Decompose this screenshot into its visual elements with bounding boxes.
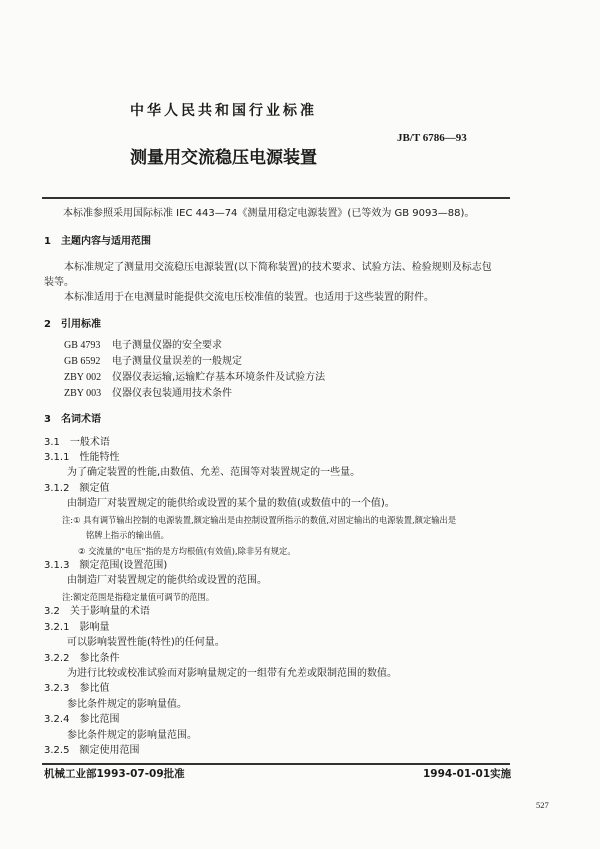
- clause-text: 可以影响装置性能(特性)的任何量。: [67, 637, 225, 648]
- clause-text: 参比条件规定的影响量范围。: [67, 730, 197, 741]
- reference-item: [64, 372, 325, 384]
- paragraph: 本标准适用于在电测量时能提供交流电压校准值的装置。也适用于这些装置的附件。: [64, 292, 434, 303]
- clause-text: 为了确定装置的性能,由数值、允差、范围等对装置规定的一些量。: [67, 467, 361, 478]
- note: 铭牌上指示的输出值。: [86, 530, 169, 540]
- page-number: 527: [536, 800, 549, 810]
- clause-heading: 3.2 关于影响量的术语: [44, 606, 150, 617]
- reference-code: ZBY 003: [64, 388, 102, 399]
- paragraph: 装等。: [44, 277, 74, 288]
- reference-item: [64, 356, 242, 368]
- reference-code: GB 4793: [64, 340, 101, 351]
- reference-title: 电子测量仪量误差的一般规定: [112, 356, 242, 367]
- note: 注:① 具有调节输出控制的电源装置,额定输出是由控制设置所指示的数值,对固定输出的电源装置,额定输出是: [62, 515, 457, 525]
- clause-text: 参比条件规定的影响量值。: [67, 699, 187, 710]
- reference-item: [64, 388, 232, 400]
- clause-text: 由制造厂对装置规定的能供给或设置的范围。: [67, 575, 267, 586]
- clause-heading: 3.2.4 参比范围: [44, 714, 120, 725]
- document-title: 测量用交流稳压电源装置: [130, 148, 317, 168]
- note: ② 交流量的"电压"指的是方均根值(有效值),除非另有规定。: [78, 546, 296, 556]
- clause-heading: 3.1.1 性能特性: [44, 452, 120, 463]
- section-2-heading: 2 引用标准: [44, 319, 101, 330]
- intro-text: 本标准参照采用国际标准 IEC 443—74《测量用稳定电源装置》(已等效为 GB 9093—88)。: [63, 208, 475, 219]
- reference-title: 仪器仪表包装通用技术条件: [112, 388, 232, 399]
- clause-heading: 3.1.2 额定值: [44, 483, 110, 494]
- note: 注:额定范围是指稳定量值可调节的范围。: [62, 592, 215, 602]
- section-1-heading: 1 主题内容与适用范围: [44, 236, 151, 247]
- clause-text: 为进行比较或校准试验而对影响量规定的一组带有允差或限制范围的数值。: [67, 668, 397, 679]
- header-rule: [42, 197, 510, 199]
- section-3-heading: 3 名词术语: [44, 414, 101, 425]
- reference-code: GB 6592: [64, 356, 101, 367]
- clause-heading: 3.2.2 参比条件: [44, 653, 120, 664]
- clause-text: 由制造厂对装置规定的能供给或设置的某个量的数值(或数值中的一个值)。: [67, 498, 395, 509]
- clause-heading: 3.2.3 参比值: [44, 683, 110, 694]
- reference-item: [64, 340, 222, 352]
- issuer-heading: 中华人民共和国行业标准: [130, 103, 317, 119]
- reference-title: 仪器仪表运输,运输贮存基本环境条件及试验方法: [112, 372, 326, 383]
- approval-date: 机械工业部1993-07-09批准: [44, 768, 185, 780]
- reference-code: ZBY 002: [64, 372, 102, 383]
- paragraph: 本标准规定了测量用交流稳压电源装置(以下简称装置)的技术要求、试验方法、检验规则及标志包: [64, 262, 492, 273]
- effective-date: 1994-01-01实施: [423, 768, 512, 780]
- clause-heading: 3.1 一般术语: [44, 437, 110, 448]
- standard-code: JB/T 6786—93: [397, 132, 467, 144]
- footer-rule: [42, 763, 510, 765]
- reference-title: 电子测量仪器的安全要求: [112, 340, 222, 351]
- clause-heading: 3.2.5 额定使用范围: [44, 745, 140, 756]
- clause-heading: 3.1.3 额定范围(设置范围): [44, 560, 168, 571]
- clause-heading: 3.2.1 影响量: [44, 622, 110, 633]
